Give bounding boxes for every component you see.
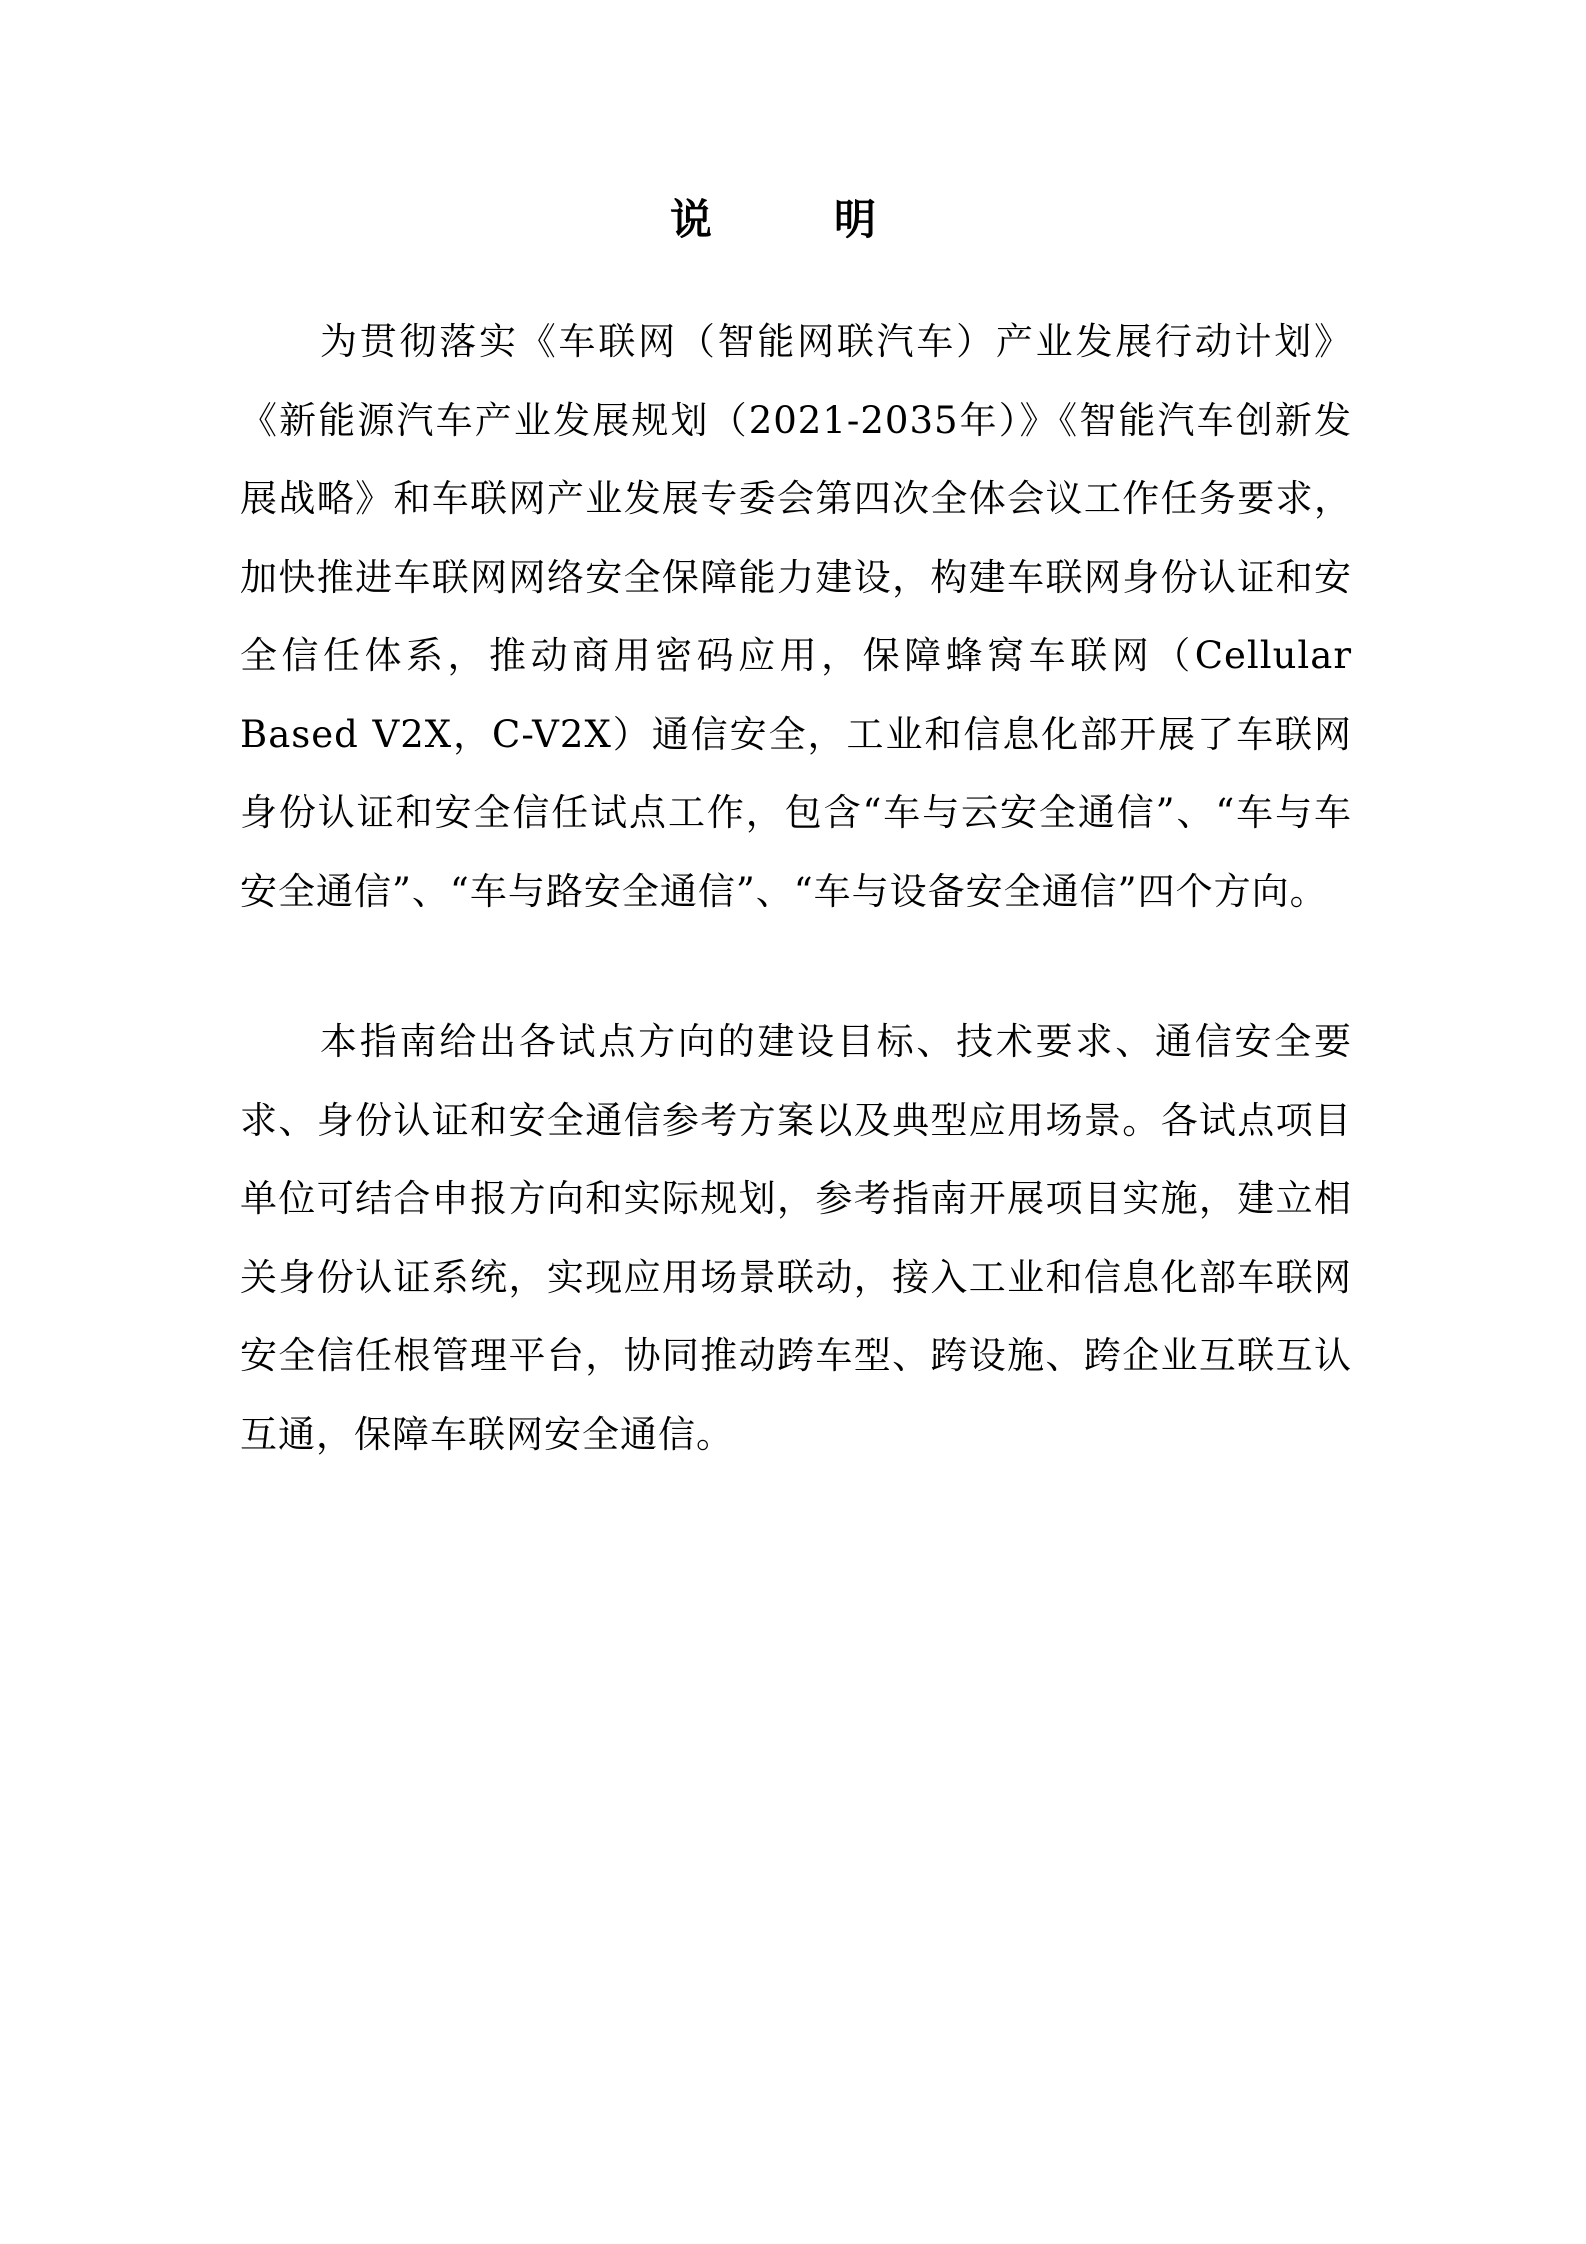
paragraph-guide: 本指南给出各试点方向的建设目标、技术要求、通信安全要求、身份认证和安全通信参考方案以及典型应用场景。各试点项目单位可结合申报方向和实际规划，参考指南开展项目实施，建立相关身份认证系统，实现应用场景联动，接入工业和信息化部车联网安全信任根管理平台，协同推动跨车型、跨设施、跨企业互联互认互通，保障车联网安全通信。: [240, 1020, 1352, 1456]
paragraph-intro: 为贯彻落实《车联网（智能网联汽车）产业发展行动计划》《新能源汽车产业发展规划（2021-2035年）》《智能汽车创新发展战略》和车联网产业发展专委会第四次全体会议工作任务要求，加快推进车联网网络安全保障能力建设，构建车联网身份认证和安全信任体系，推动商用密码应用，保障蜂窝车联网（Cellular Based V2X，C-V2X）通信安全，工业和信息化部开展了车联网身份认证和安全信任试点工作，包含“车与云安全通信”、“车与车安全通信”、“车与路安全通信”、“车与设备安全通信”四个方向。: [240, 320, 1352, 913]
page-title: 说 明: [669, 195, 916, 244]
